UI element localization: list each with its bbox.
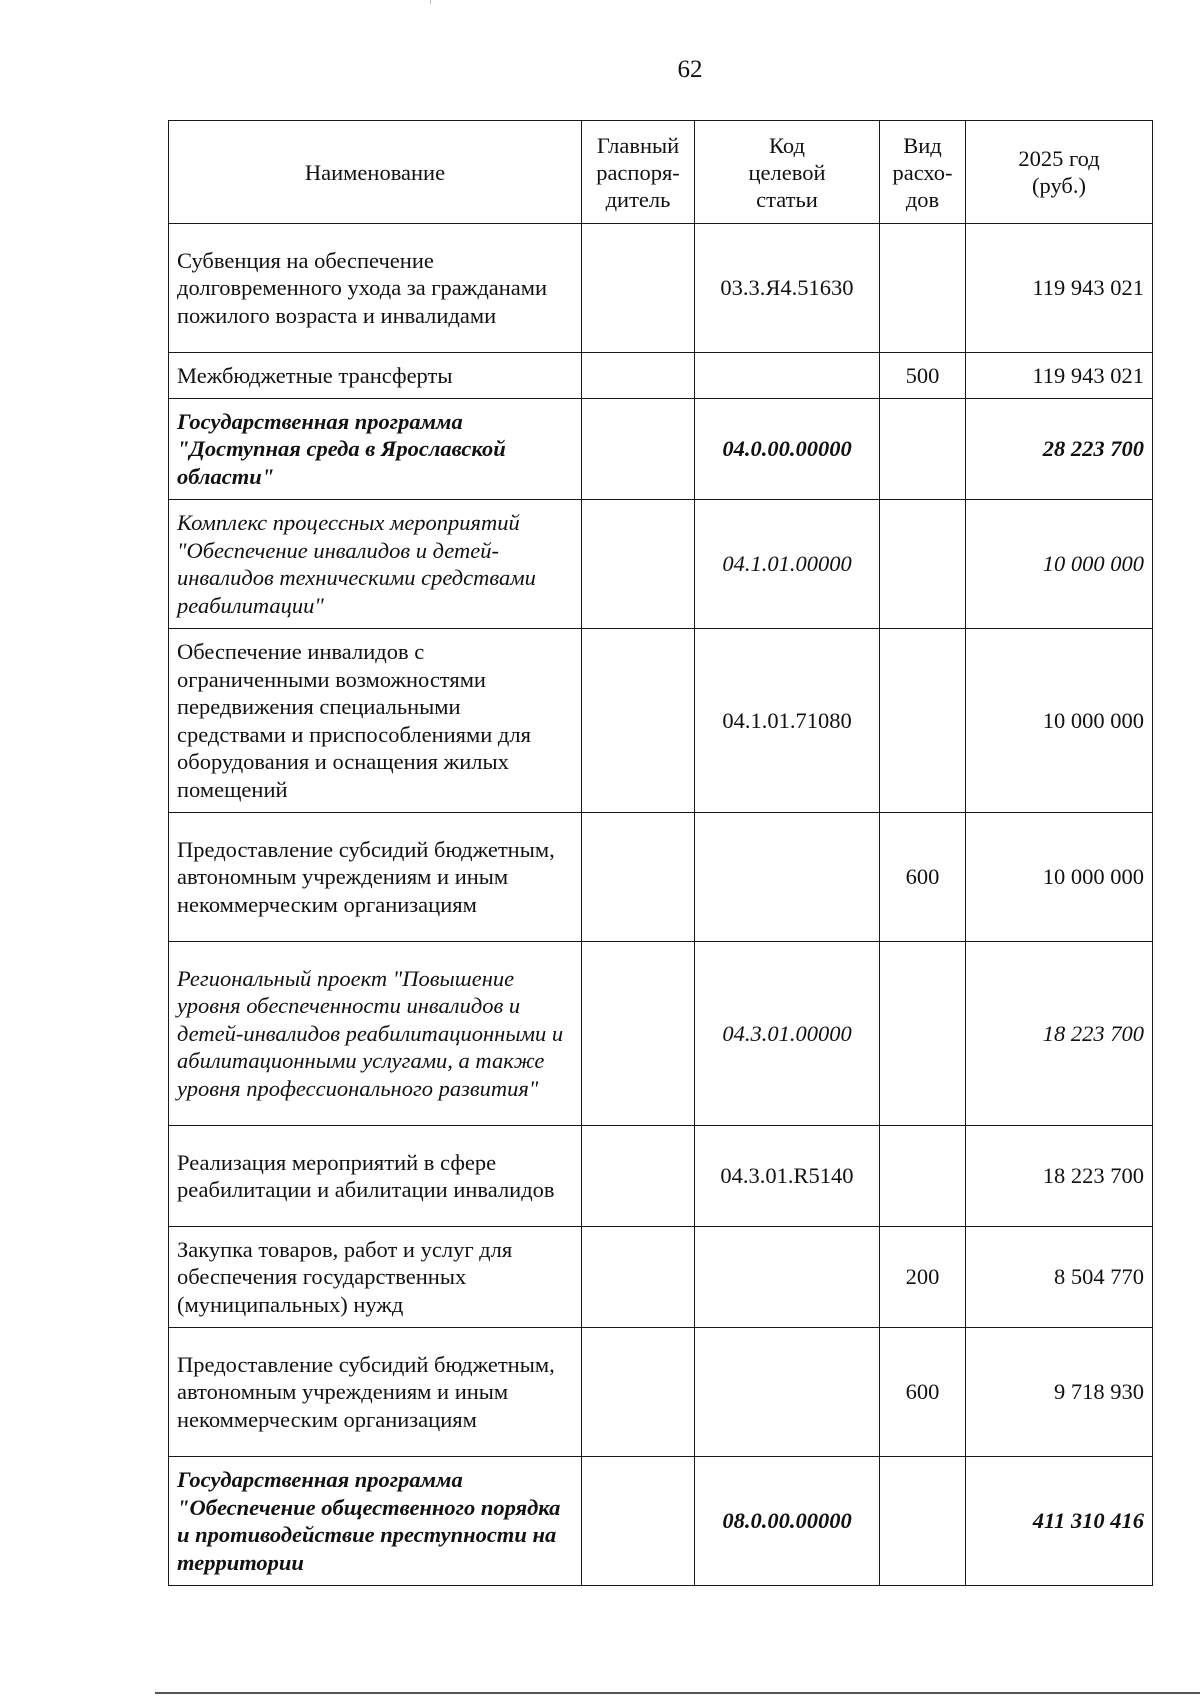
header-code: Код целевой статьи — [695, 121, 880, 224]
cell-manager — [582, 500, 695, 629]
table-row — [169, 1457, 1153, 1586]
table-row — [169, 500, 1153, 629]
page-number: 62 — [677, 56, 703, 83]
cell-code: 08.0.00.00000 — [695, 1457, 880, 1586]
cell-amount: 18 223 700 — [966, 1126, 1153, 1227]
header-name: Наименование — [169, 121, 582, 224]
cell-code — [695, 1227, 880, 1328]
cell-kind: 600 — [880, 1328, 966, 1457]
cell-name: Государственная программа "Обеспечение общественного порядка и противодействие преступности на территории — [169, 1457, 582, 1586]
cell-amount: 411 310 416 — [966, 1457, 1153, 1586]
cell-amount: 119 943 021 — [966, 353, 1153, 399]
table-row — [169, 1328, 1153, 1457]
cell-kind — [880, 1126, 966, 1227]
scan-mark — [430, 0, 431, 4]
cell-amount: 10 000 000 — [966, 500, 1153, 629]
cell-code — [695, 353, 880, 399]
table-row — [169, 224, 1153, 353]
cell-manager — [582, 1126, 695, 1227]
cell-name: Субвенция на обеспечение долговременного ухода за гражданами пожилого возраста и инвалидами — [169, 224, 582, 353]
cell-kind — [880, 629, 966, 813]
cell-manager — [582, 1457, 695, 1586]
table-row — [169, 399, 1153, 500]
cell-code — [695, 1328, 880, 1457]
footer-divider — [155, 1692, 1200, 1694]
cell-name: Обеспечение инвалидов с ограниченными возможностями передвижения специальными средствами и приспособлениями для оборудования и оснащения жилых помещений — [169, 629, 582, 813]
table-header-row — [169, 121, 1153, 224]
cell-amount: 8 504 770 — [966, 1227, 1153, 1328]
cell-manager — [582, 353, 695, 399]
table-row — [169, 813, 1153, 942]
cell-amount: 10 000 000 — [966, 629, 1153, 813]
cell-amount: 18 223 700 — [966, 942, 1153, 1126]
cell-kind: 200 — [880, 1227, 966, 1328]
table-row — [169, 1227, 1153, 1328]
cell-code: 04.3.01.R5140 — [695, 1126, 880, 1227]
cell-manager — [582, 813, 695, 942]
cell-name: Предоставление субсидий бюджетным, автономным учреждениям и иным некоммерческим организациям — [169, 1328, 582, 1457]
budget-table — [168, 120, 1153, 1586]
cell-manager — [582, 1328, 695, 1457]
cell-code — [695, 813, 880, 942]
cell-name: Предоставление субсидий бюджетным, автономным учреждениям и иным некоммерческим организациям — [169, 813, 582, 942]
cell-name: Реализация мероприятий в сфере реабилитации и абилитации инвалидов — [169, 1126, 582, 1227]
cell-kind — [880, 1457, 966, 1586]
cell-manager — [582, 399, 695, 500]
cell-manager — [582, 942, 695, 1126]
header-amount: 2025 год (руб.) — [966, 121, 1153, 224]
table-body — [169, 224, 1153, 1586]
cell-kind: 600 — [880, 813, 966, 942]
cell-amount: 28 223 700 — [966, 399, 1153, 500]
cell-name: Закупка товаров, работ и услуг для обеспечения государственных (муниципальных) нужд — [169, 1227, 582, 1328]
cell-manager — [582, 224, 695, 353]
cell-name: Государственная программа "Доступная среда в Ярославской области" — [169, 399, 582, 500]
table-row — [169, 629, 1153, 813]
cell-name: Комплекс процессных мероприятий "Обеспечение инвалидов и детей-инвалидов техническими средствами реабилитации" — [169, 500, 582, 629]
table-row — [169, 942, 1153, 1126]
cell-code: 04.1.01.71080 — [695, 629, 880, 813]
cell-amount: 9 718 930 — [966, 1328, 1153, 1457]
cell-amount: 119 943 021 — [966, 224, 1153, 353]
cell-kind — [880, 942, 966, 1126]
header-manager: Главный распоря-дитель — [582, 121, 695, 224]
table-row — [169, 353, 1153, 399]
cell-manager — [582, 1227, 695, 1328]
cell-kind — [880, 500, 966, 629]
cell-manager — [582, 629, 695, 813]
cell-code: 04.3.01.00000 — [695, 942, 880, 1126]
cell-kind — [880, 399, 966, 500]
cell-name: Региональный проект "Повышение уровня обеспеченности инвалидов и детей-инвалидов реабилитационными и абилитационными услугами, а также уровня профессионального развития" — [169, 942, 582, 1126]
cell-amount: 10 000 000 — [966, 813, 1153, 942]
cell-kind — [880, 224, 966, 353]
cell-code: 04.1.01.00000 — [695, 500, 880, 629]
cell-name: Межбюджетные трансферты — [169, 353, 582, 399]
cell-code: 04.0.00.00000 — [695, 399, 880, 500]
table-row — [169, 1126, 1153, 1227]
cell-code: 03.3.Я4.51630 — [695, 224, 880, 353]
header-kind: Вид расхо-дов — [880, 121, 966, 224]
cell-kind: 500 — [880, 353, 966, 399]
